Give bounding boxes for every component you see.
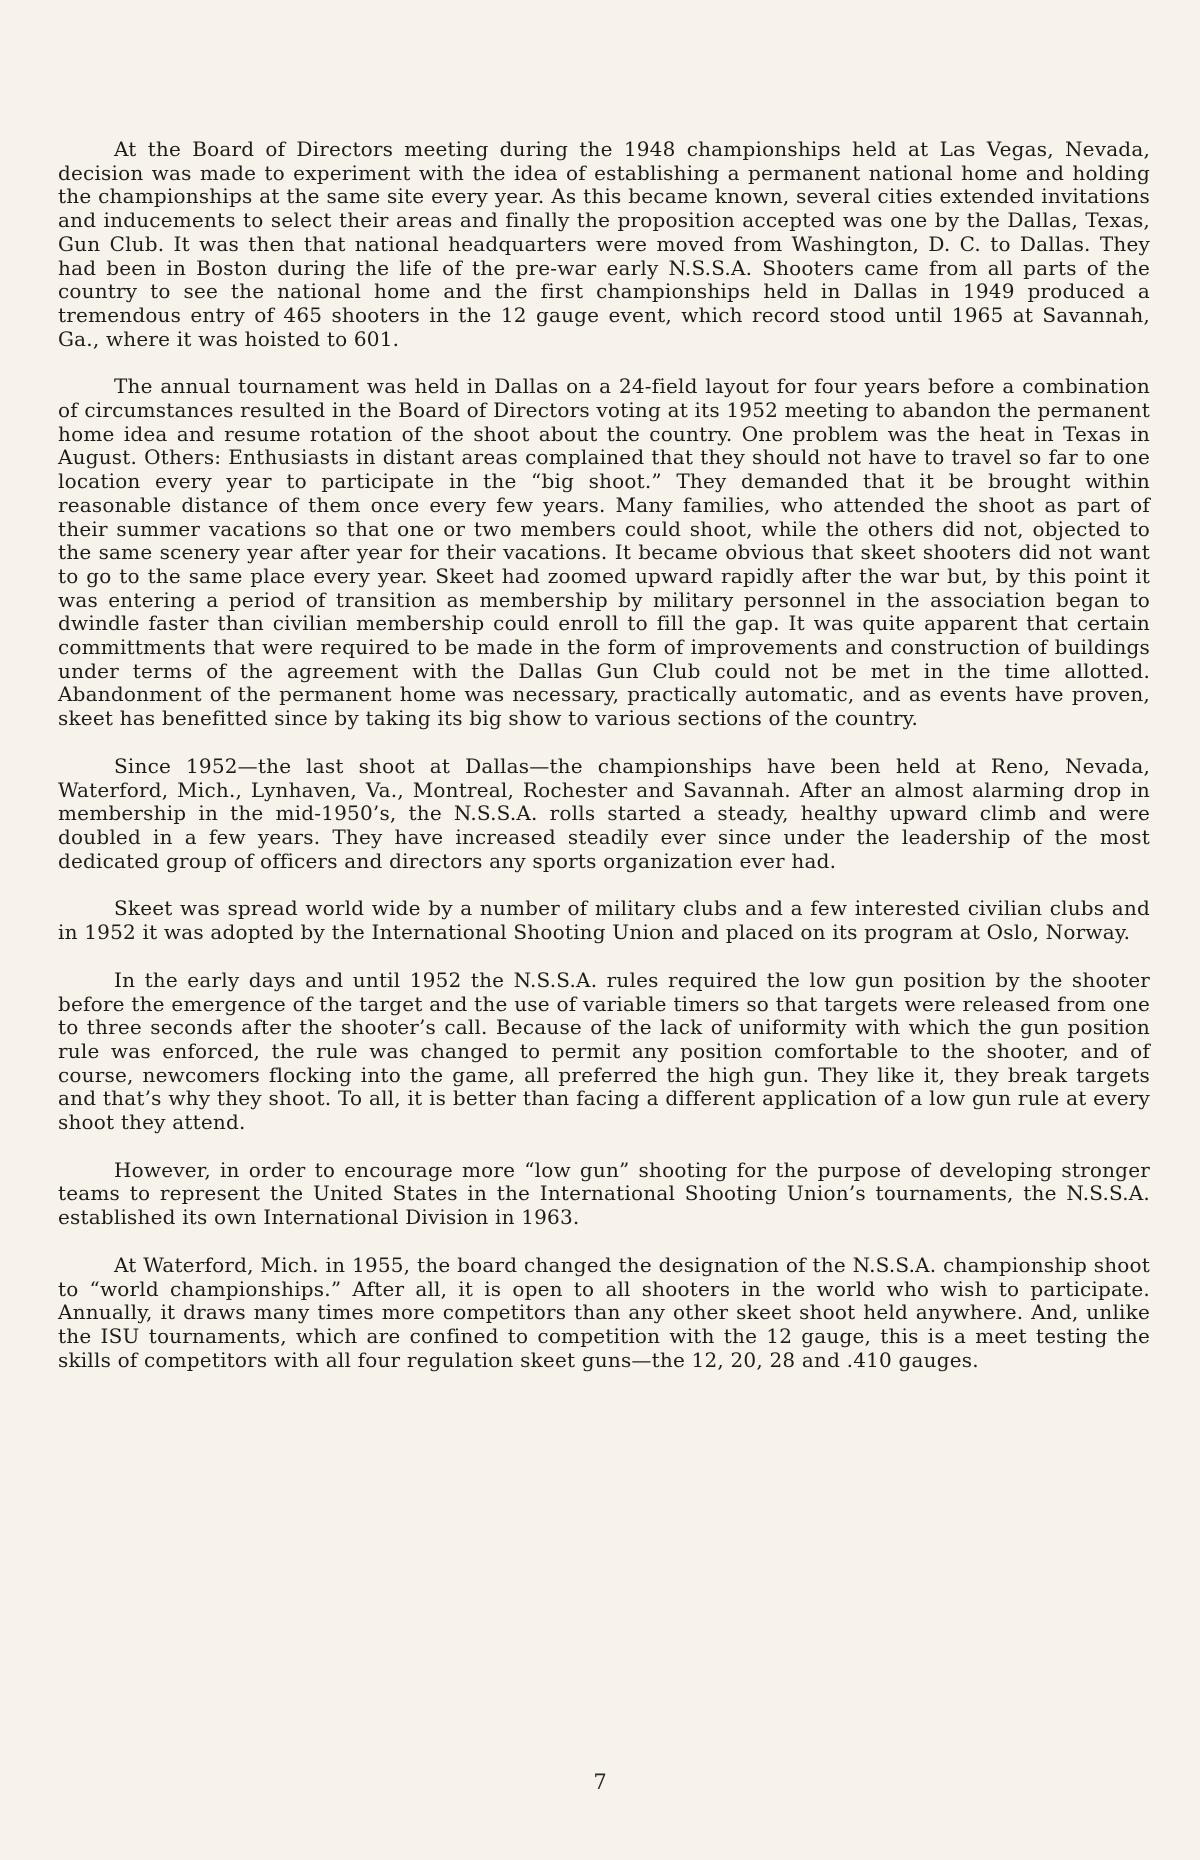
paragraph-5: In the early days and until 1952 the N.S.S.A. rules required the low gun position by the shooter before the emergence of the target and the use of variable timers so that targets were released from one to three seconds after the shooter’s call. Because of the lack of uniformity with which the gun position rule was enforced, the rule was changed to permit any position comfortable to the shooter, and of course, newcomers flocking into the game, all preferred the high gun. They like it, they break targets and that’s why they shoot. To all, it is better than facing a different application of a low gun rule at every shoot they attend. xyxy=(58,967,1150,1135)
paragraph-1: At the Board of Directors meeting during the 1948 championships held at Las Vegas, Nevada, decision was made to experiment with the idea of establishing a permanent national home and holding the championships at the same site every year. As this became known, several cities extended invitations and inducements to select their areas and finally the proposition accepted was one by the Dallas, Texas, Gun Club. It was then that national headquarters were moved from Washington, D. C. to Dallas. They had been in Boston during the life of the pre-war early N.S.S.A. Shooters came from all parts of the country to see the national home and the first championships held in Dallas in 1949 produced a tremendous entry of 465 shooters in the 12 gauge event, which record stood until 1965 at Savannah, Ga., where it was hoisted to 601. xyxy=(58,137,1150,351)
document-body xyxy=(58,138,1150,1396)
page-number: 7 xyxy=(593,1770,607,1794)
paragraph-6: However, in order to encourage more “low gun” shooting for the purpose of developing stronger teams to represent the United States in the International Shooting Union’s tournaments, the N.S.S.A. established its own International Division in 1963. xyxy=(58,1157,1150,1230)
paragraph-7: At Waterford, Mich. in 1955, the board changed the designation of the N.S.S.A. championship shoot to “world championships.” After all, it is open to all shooters in the world who wish to participate. Annually, it draws many times more competitors than any other skeet shoot held anywhere. And, unlike the ISU tournaments, which are confined to competition with the 12 gauge, this is a meet testing the skills of competitors with all four regulation skeet guns—the 12, 20, 28 and .410 gauges. xyxy=(58,1252,1150,1372)
paragraph-3: Since 1952—the last shoot at Dallas—the championships have been held at Reno, Nevada, Waterford, Mich., Lynhaven, Va., Montreal, Rochester and Savannah. After an almost alarming drop in membership in the mid-1950’s, the N.S.S.A. rolls started a steady, healthy upward climb and were doubled in a few years. They have increased steadily ever since under the leadership of the most dedicated group of officers and directors any sports organization ever had. xyxy=(58,753,1150,873)
paragraph-2: The annual tournament was held in Dallas on a 24-field layout for four years before a combination of circumstances resulted in the Board of Directors voting at its 1952 meeting to abandon the permanent home idea and resume rotation of the shoot about the country. One problem was the heat in Texas in August. Others: Enthusiasts in distant areas complained that they should not have to travel so far to one location every year to participate in the “big shoot.” They demanded that it be brought within reasonable distance of them once every few years. Many families, who attended the shoot as part of their summer vacations so that one or two members could shoot, while the others did not, objected to the same scenery year after year for their vacations. It became obvious that skeet shooters did not want to go to the same place every year. Skeet had zoomed upward rapidly after the war but, by this point it was entering a period of transition as membership by military personnel in the association began to dwindle faster than civilian membership could enroll to fill the gap. It was quite apparent that certain committments that were required to be made in the form of improvements and construction of buildings under terms of the agreement with the Dallas Gun Club could not be met in the time allotted. Abandonment of the permanent home was necessary, practically automatic, and as events have proven, skeet has benefitted since by taking its big show to various sections of the country. xyxy=(58,374,1150,731)
paragraph-4: Skeet was spread world wide by a number of military clubs and a few interested civilian clubs and in 1952 it was adopted by the International Shooting Union and placed on its program at Oslo, Norway. xyxy=(58,896,1150,945)
